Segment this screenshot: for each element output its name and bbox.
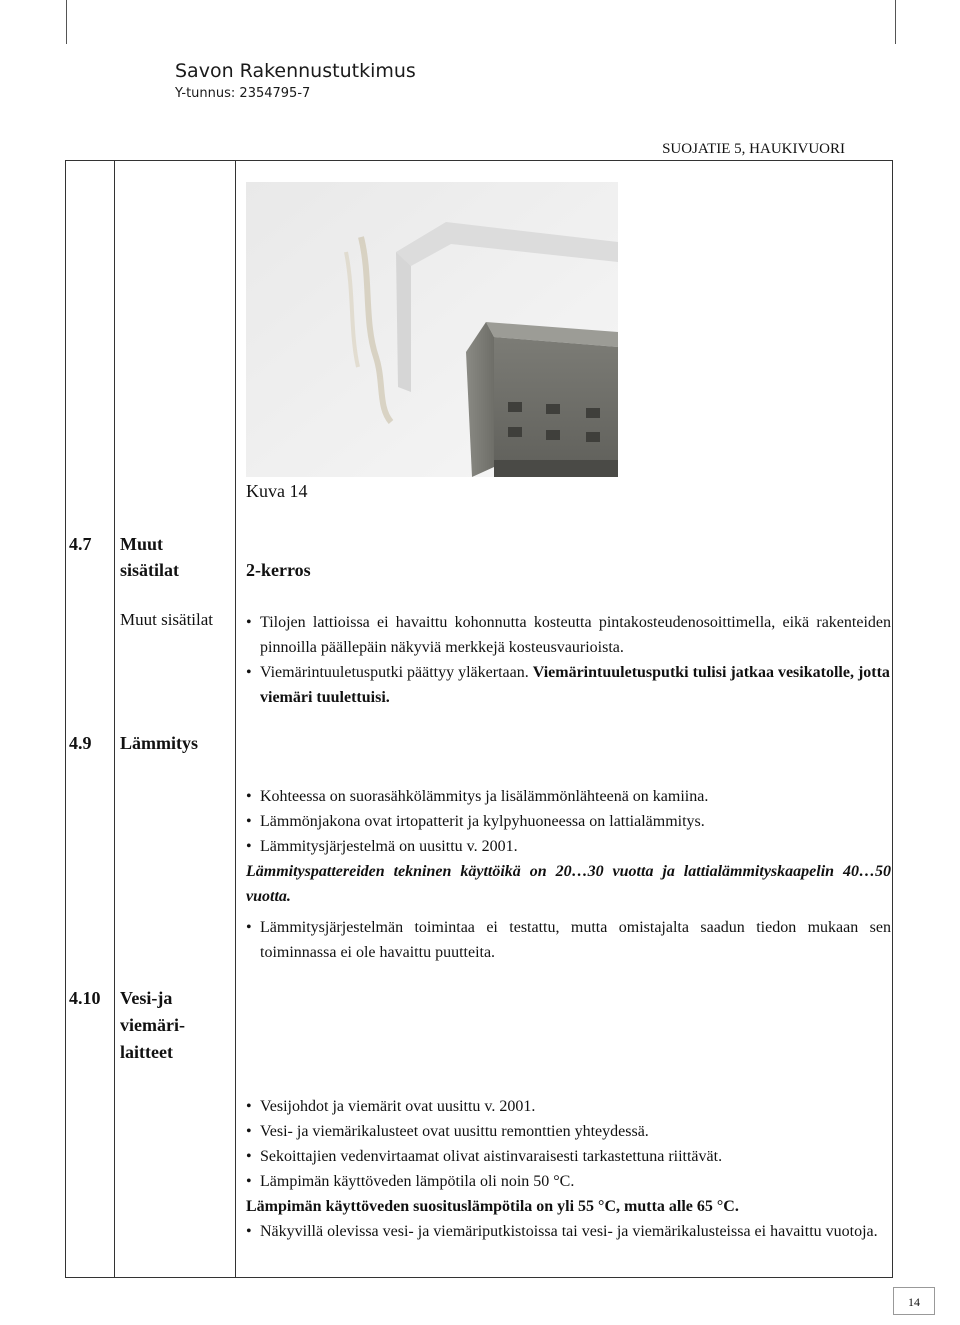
- section-4-9-title: Lämmitys: [120, 733, 198, 753]
- list-item: • Kohteessa on suorasähkölämmitys ja lisälämmönlähteenä on kamiina.: [246, 784, 891, 809]
- section-4-7-number: 4.7: [69, 534, 92, 554]
- section-4-7-row-label: Muut sisätilat: [120, 610, 214, 629]
- section-4-9-content: [246, 784, 891, 965]
- section-4-7-title: Muut sisätilat: [120, 534, 180, 580]
- list-item: • Näkyvillä olevissa vesi- ja viemäriputkistoissa tai vesi- ja viemärikalusteissa ei havaittu vuotoja.: [246, 1219, 891, 1244]
- section-4-10-title-line3: laitteet: [120, 1042, 173, 1062]
- ceiling-photo: [246, 182, 618, 477]
- section-4-10-content: [246, 1094, 891, 1244]
- recommended-temperature-note: Lämpimän käyttöveden suosituslämpötila on yli 55 °C, mutta alle 65 °C.: [246, 1198, 739, 1215]
- service-life-note: Lämmityspattereiden tekninen käyttöikä on 20…30 vuotta ja lattialämmityskaapelin 40…50 vuotta.: [246, 863, 891, 905]
- list-item-text: Viemärintuuletusputki päättyy yläkertaan.: [260, 664, 529, 681]
- company-name: Savon Rakennustutkimus: [175, 60, 416, 82]
- figure-caption: Kuva 14: [246, 481, 308, 501]
- page-number: 14: [893, 1287, 935, 1315]
- section-4-10-title-line1: Vesi-ja: [120, 988, 173, 1008]
- list-item: • Lämmitysjärjestelmän toimintaa ei testattu, mutta omistajalta saadun tiedon mukaan sen toiminnassa ei ole havaittu puutteita.: [246, 915, 891, 965]
- list-item: • Tilojen lattioissa ei havaittu kohonnutta kosteutta pintakosteudenosoittimella, eikä rakenteiden pinnoilla päällepäin näkyviä merkkejä kosteusvaurioista.: [246, 610, 891, 660]
- bold-recommendation: Viemärintuuletusputki tulisi jatkaa vesikatolle, jotta viemäri tuulettuisi.: [260, 664, 890, 706]
- business-id: Y-tunnus: 2354795-7: [175, 86, 311, 101]
- section-4-10-number: 4.10: [69, 988, 101, 1008]
- list-item: • Vesijohdot ja viemärit ovat uusittu v. 2001.: [246, 1094, 891, 1119]
- list-item: • Lämmitysjärjestelmä on uusittu v. 2001.: [246, 834, 891, 859]
- list-item: • Vesi- ja viemärikalusteet ovat uusittu remonttien yhteydessä.: [246, 1119, 891, 1144]
- column-divider-1: [114, 160, 115, 1278]
- list-item: [246, 660, 891, 710]
- section-4-9-number: 4.9: [69, 733, 92, 753]
- crop-mark-left: [66, 0, 67, 44]
- section-4-7-content: [246, 610, 891, 710]
- section-4-10-title-line2: viemäri-: [120, 1015, 185, 1035]
- column-divider-2: [235, 160, 236, 1278]
- list-item: • Lämmönjakona ovat irtopatterit ja kylpyhuoneessa on lattialämmitys.: [246, 809, 891, 834]
- section-4-7-floor: 2-kerros: [246, 560, 311, 580]
- list-item: • Sekoittajien vedenvirtaamat olivat aistinvaraisesti tarkastettuna riittävät.: [246, 1144, 891, 1169]
- list-item: • Lämpimän käyttöveden lämpötila oli noin 50 °C.: [246, 1169, 891, 1194]
- property-address: SUOJATIE 5, HAUKIVUORI: [662, 141, 845, 157]
- crop-mark-right: [895, 0, 896, 44]
